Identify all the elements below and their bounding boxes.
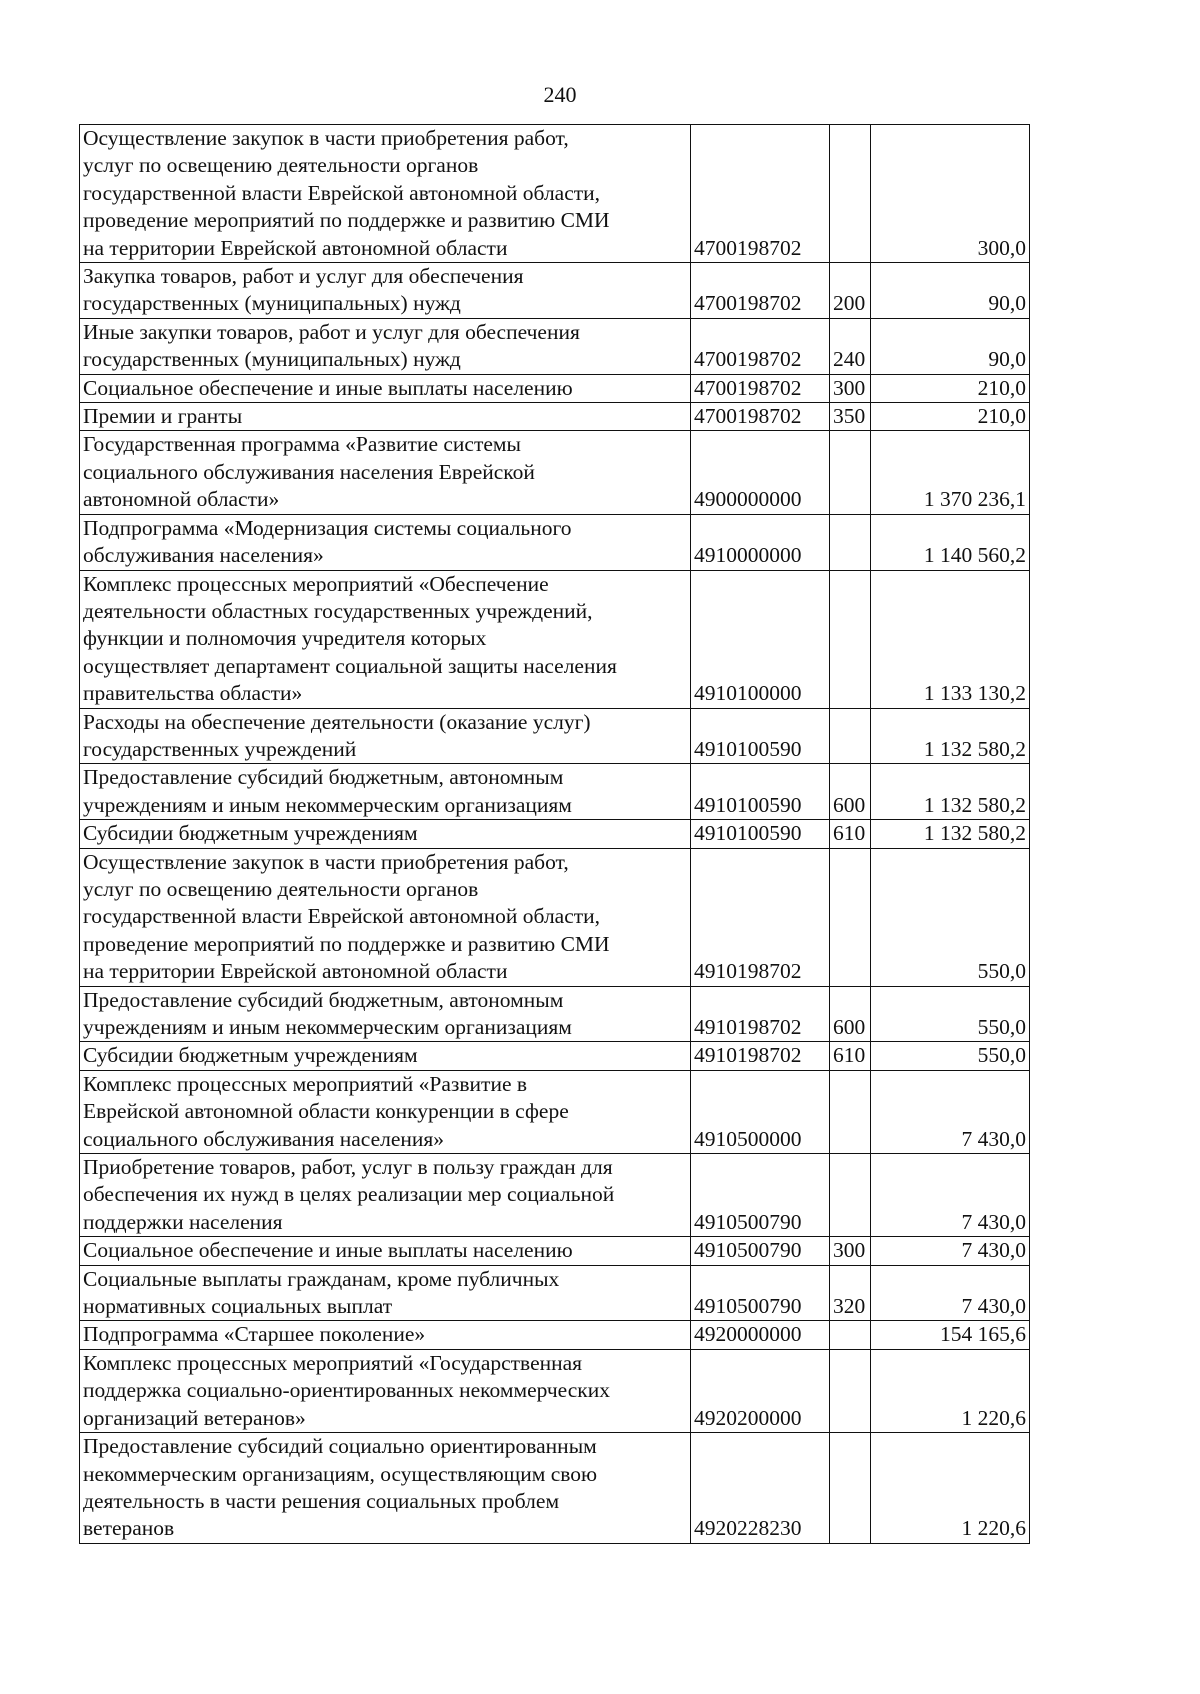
table-row bbox=[80, 1070, 1030, 1153]
row-name-cell bbox=[80, 374, 691, 402]
row-code-cell: 4700198702 bbox=[691, 318, 830, 374]
row-name-cell bbox=[80, 1070, 691, 1153]
row-code-cell: 4910100590 bbox=[691, 820, 830, 848]
table-row bbox=[80, 570, 1030, 708]
row-name-cell bbox=[80, 708, 691, 764]
table-row bbox=[80, 1042, 1030, 1070]
table-row bbox=[80, 1349, 1030, 1432]
row-name-line: Приобретение товаров, работ, услуг в пользу граждан для bbox=[83, 1155, 613, 1180]
row-amount-cell: 300,0 bbox=[871, 125, 1030, 263]
row-name-line: Осуществление закупок в части приобретения работ, bbox=[83, 849, 569, 874]
row-code-cell: 4700198702 bbox=[691, 403, 830, 431]
row-name-cell bbox=[80, 570, 691, 708]
row-type-cell: 610 bbox=[830, 1042, 871, 1070]
row-code-cell: 4910500790 bbox=[691, 1154, 830, 1237]
row-name-line: Социальное обеспечение и иные выплаты населению bbox=[83, 375, 573, 400]
row-code-cell: 4700198702 bbox=[691, 263, 830, 319]
row-name-line: Премии и гранты bbox=[83, 404, 243, 429]
row-name-line: на территории Еврейской автономной области bbox=[83, 235, 508, 260]
row-amount-cell: 7 430,0 bbox=[871, 1265, 1030, 1321]
table-row bbox=[80, 1237, 1030, 1265]
row-type-cell bbox=[830, 1349, 871, 1432]
row-type-cell bbox=[830, 1433, 871, 1544]
row-code-cell: 4700198702 bbox=[691, 125, 830, 263]
row-name-line: учреждениям и иным некоммерческим организациям bbox=[83, 792, 572, 817]
row-code-cell: 4910500790 bbox=[691, 1237, 830, 1265]
row-type-cell: 600 bbox=[830, 764, 871, 820]
row-name-line: Субсидии бюджетным учреждениям bbox=[83, 1043, 418, 1068]
row-name-line: государственных (муниципальных) нужд bbox=[83, 347, 461, 372]
row-type-cell bbox=[830, 1070, 871, 1153]
table-row bbox=[80, 986, 1030, 1042]
row-name-line: государственных учреждений bbox=[83, 736, 357, 761]
row-type-cell: 350 bbox=[830, 403, 871, 431]
row-name-line: поддержка социально-ориентированных некоммерческих bbox=[83, 1378, 610, 1403]
row-code-cell: 4910198702 bbox=[691, 1042, 830, 1070]
table-row bbox=[80, 403, 1030, 431]
row-name-line: учреждениям и иным некоммерческим организациям bbox=[83, 1015, 572, 1039]
row-code-cell: 4920228230 bbox=[691, 1433, 830, 1544]
row-name-line: социального обслуживания населения Еврейской bbox=[83, 459, 535, 484]
row-amount-cell: 550,0 bbox=[871, 848, 1030, 986]
row-type-cell: 200 bbox=[830, 263, 871, 319]
row-type-cell: 600 bbox=[830, 986, 871, 1042]
row-name-cell bbox=[80, 1433, 691, 1544]
row-amount-cell: 1 133 130,2 bbox=[871, 570, 1030, 708]
row-type-cell bbox=[830, 1154, 871, 1237]
row-name-cell bbox=[80, 125, 691, 263]
row-type-cell bbox=[830, 848, 871, 986]
row-name-cell bbox=[80, 514, 691, 570]
row-amount-cell: 7 430,0 bbox=[871, 1154, 1030, 1237]
row-code-cell: 4910100590 bbox=[691, 764, 830, 820]
table-row bbox=[80, 1433, 1030, 1544]
row-name-cell bbox=[80, 403, 691, 431]
row-type-cell: 300 bbox=[830, 1237, 871, 1265]
row-amount-cell: 1 132 580,2 bbox=[871, 764, 1030, 820]
row-code-cell: 4700198702 bbox=[691, 374, 830, 402]
row-code-cell: 4910000000 bbox=[691, 514, 830, 570]
row-name-cell bbox=[80, 1265, 691, 1321]
row-amount-cell: 1 132 580,2 bbox=[871, 820, 1030, 848]
row-amount-cell: 550,0 bbox=[871, 986, 1030, 1042]
row-name-line: государственной власти Еврейской автономной области, bbox=[83, 904, 601, 929]
row-name-line: Предоставление субсидий бюджетным, автономным bbox=[83, 987, 564, 1012]
row-amount-cell: 1 220,6 bbox=[871, 1433, 1030, 1544]
row-code-cell: 4910500790 bbox=[691, 1265, 830, 1321]
row-name-line: проведение мероприятий по поддержке и развитию СМИ bbox=[83, 931, 610, 956]
row-name-line: услуг по освещению деятельности органов bbox=[83, 876, 479, 901]
table-row bbox=[80, 125, 1030, 263]
row-name-line: автономной области» bbox=[83, 487, 280, 512]
row-name-line: нормативных социальных выплат bbox=[83, 1294, 393, 1319]
table-row bbox=[80, 263, 1030, 319]
row-name-line: Подпрограмма «Модернизация системы социального bbox=[83, 515, 572, 540]
row-name-cell bbox=[80, 318, 691, 374]
row-type-cell bbox=[830, 708, 871, 764]
row-amount-cell: 1 370 236,1 bbox=[871, 431, 1030, 514]
row-name-cell bbox=[80, 1321, 691, 1349]
table-row bbox=[80, 764, 1030, 820]
row-amount-cell: 7 430,0 bbox=[871, 1237, 1030, 1265]
row-amount-cell: 90,0 bbox=[871, 318, 1030, 374]
row-name-line: Расходы на обеспечение деятельности (оказание услуг) bbox=[83, 709, 591, 734]
row-amount-cell: 154 165,6 bbox=[871, 1321, 1030, 1349]
row-name-cell bbox=[80, 1349, 691, 1432]
row-amount-cell: 210,0 bbox=[871, 403, 1030, 431]
table-row bbox=[80, 318, 1030, 374]
row-code-cell: 4910500000 bbox=[691, 1070, 830, 1153]
row-name-line: Комплекс процессных мероприятий «Развитие в bbox=[83, 1071, 528, 1096]
row-name-line: Социальные выплаты гражданам, кроме публичных bbox=[83, 1266, 560, 1291]
table-row bbox=[80, 820, 1030, 848]
row-name-line: деятельность в части решения социальных проблем bbox=[83, 1488, 560, 1513]
row-name-cell bbox=[80, 820, 691, 848]
row-amount-cell: 210,0 bbox=[871, 374, 1030, 402]
row-name-line: поддержки населения bbox=[83, 1209, 283, 1234]
row-type-cell bbox=[830, 1321, 871, 1349]
table-row bbox=[80, 1321, 1030, 1349]
row-name-cell bbox=[80, 431, 691, 514]
page-number: 240 bbox=[543, 82, 577, 107]
budget-table bbox=[79, 124, 1030, 1544]
table-row bbox=[80, 1265, 1030, 1321]
row-name-line: проведение мероприятий по поддержке и развитию СМИ bbox=[83, 208, 610, 233]
row-name-line: организаций ветеранов» bbox=[83, 1405, 306, 1430]
row-name-line: государственной власти Еврейской автономной области, bbox=[83, 180, 601, 205]
row-name-line: на территории Еврейской автономной области bbox=[83, 959, 508, 984]
row-amount-cell: 7 430,0 bbox=[871, 1070, 1030, 1153]
row-type-cell: 240 bbox=[830, 318, 871, 374]
row-name-line: ветеранов bbox=[83, 1516, 175, 1541]
row-name-line: осуществляет департамент социальной защиты населения bbox=[83, 653, 617, 678]
row-amount-cell: 550,0 bbox=[871, 1042, 1030, 1070]
row-name-cell bbox=[80, 1042, 691, 1070]
row-name-line: Государственная программа «Развитие системы bbox=[83, 432, 521, 457]
row-name-line: функции и полномочия учредителя которых bbox=[83, 626, 487, 651]
row-type-cell bbox=[830, 431, 871, 514]
row-name-line: государственных (муниципальных) нужд bbox=[83, 291, 461, 316]
row-name-line: обеспечения их нужд в целях реализации мер социальной bbox=[83, 1182, 615, 1207]
row-code-cell: 4910198702 bbox=[691, 986, 830, 1042]
row-name-line: Закупка товаров, работ и услуг для обеспечения bbox=[83, 264, 524, 289]
row-code-cell: 4910100000 bbox=[691, 570, 830, 708]
row-code-cell: 4900000000 bbox=[691, 431, 830, 514]
row-name-line: Социальное обеспечение и иные выплаты населению bbox=[83, 1238, 573, 1263]
row-type-cell: 300 bbox=[830, 374, 871, 402]
row-name-line: Предоставление субсидий бюджетным, автономным bbox=[83, 765, 564, 790]
row-name-line: Комплекс процессных мероприятий «Государственная bbox=[83, 1350, 583, 1375]
table-row bbox=[80, 1154, 1030, 1237]
row-code-cell: 4910100590 bbox=[691, 708, 830, 764]
table-row bbox=[80, 848, 1030, 986]
row-name-line: некоммерческим организациям, осуществляющим свою bbox=[83, 1461, 598, 1486]
row-name-line: Предоставление субсидий социально ориентированным bbox=[83, 1434, 597, 1459]
row-amount-cell: 90,0 bbox=[871, 263, 1030, 319]
row-name-line: деятельности областных государственных учреждений, bbox=[83, 598, 593, 623]
row-name-cell bbox=[80, 986, 691, 1042]
row-name-line: Комплекс процессных мероприятий «Обеспечение bbox=[83, 571, 549, 596]
row-name-line: обслуживания населения» bbox=[83, 543, 324, 568]
row-type-cell: 610 bbox=[830, 820, 871, 848]
table-row bbox=[80, 514, 1030, 570]
row-name-cell bbox=[80, 848, 691, 986]
row-type-cell bbox=[830, 570, 871, 708]
row-name-cell bbox=[80, 764, 691, 820]
row-name-line: Субсидии бюджетным учреждениям bbox=[83, 821, 418, 846]
row-name-line: Подпрограмма «Старшее поколение» bbox=[83, 1322, 426, 1347]
row-code-cell: 4910198702 bbox=[691, 848, 830, 986]
row-name-line: социального обслуживания населения» bbox=[83, 1126, 445, 1151]
table-row bbox=[80, 431, 1030, 514]
row-name-line: правительства области» bbox=[83, 681, 303, 706]
row-name-cell bbox=[80, 1237, 691, 1265]
row-name-cell bbox=[80, 1154, 691, 1237]
row-name-line: Еврейской автономной области конкуренции в сфере bbox=[83, 1099, 569, 1124]
row-type-cell bbox=[830, 125, 871, 263]
row-name-line: Осуществление закупок в части приобретения работ, bbox=[83, 126, 569, 150]
row-name-line: услуг по освещению деятельности органов bbox=[83, 153, 479, 178]
row-amount-cell: 1 220,6 bbox=[871, 1349, 1030, 1432]
row-code-cell: 4920200000 bbox=[691, 1349, 830, 1432]
table-row bbox=[80, 708, 1030, 764]
row-type-cell: 320 bbox=[830, 1265, 871, 1321]
budget-table-body bbox=[80, 125, 1030, 1544]
row-name-cell bbox=[80, 263, 691, 319]
row-amount-cell: 1 140 560,2 bbox=[871, 514, 1030, 570]
row-type-cell bbox=[830, 514, 871, 570]
row-name-line: Иные закупки товаров, работ и услуг для обеспечения bbox=[83, 319, 580, 344]
row-amount-cell: 1 132 580,2 bbox=[871, 708, 1030, 764]
table-row bbox=[80, 374, 1030, 402]
row-code-cell: 4920000000 bbox=[691, 1321, 830, 1349]
